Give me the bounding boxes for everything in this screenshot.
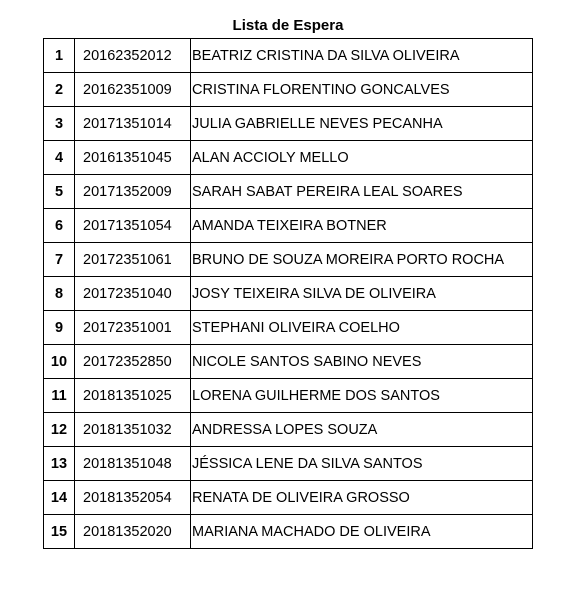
student-name: NICOLE SANTOS SABINO NEVES — [191, 345, 533, 379]
table-row — [44, 243, 533, 277]
row-number: 1 — [44, 39, 75, 73]
table-row — [44, 379, 533, 413]
page-title: Lista de Espera — [232, 17, 344, 34]
registration-id: 20181352020 — [75, 515, 191, 549]
registration-id: 20181351048 — [75, 447, 191, 481]
table-row — [44, 413, 533, 447]
row-number: 2 — [44, 73, 75, 107]
registration-id: 20181351025 — [75, 379, 191, 413]
row-number: 8 — [44, 277, 75, 311]
table-row — [44, 515, 533, 549]
registration-id: 20172352850 — [75, 345, 191, 379]
student-name: RENATA DE OLIVEIRA GROSSO — [191, 481, 533, 515]
student-name: AMANDA TEIXEIRA BOTNER — [191, 209, 533, 243]
row-number: 14 — [44, 481, 75, 515]
table-row — [44, 209, 533, 243]
row-number: 12 — [44, 413, 75, 447]
student-name: MARIANA MACHADO DE OLIVEIRA — [191, 515, 533, 549]
registration-id: 20171351014 — [75, 107, 191, 141]
student-name: JÉSSICA LENE DA SILVA SANTOS — [191, 447, 533, 481]
student-name: ANDRESSA LOPES SOUZA — [191, 413, 533, 447]
registration-id: 20161351045 — [75, 141, 191, 175]
registration-id: 20181351032 — [75, 413, 191, 447]
waiting-list-table — [43, 38, 533, 549]
row-number: 4 — [44, 141, 75, 175]
student-name: STEPHANI OLIVEIRA COELHO — [191, 311, 533, 345]
table-row — [44, 311, 533, 345]
student-name: JULIA GABRIELLE NEVES PECANHA — [191, 107, 533, 141]
row-number: 11 — [44, 379, 75, 413]
registration-id: 20172351040 — [75, 277, 191, 311]
table-row — [44, 447, 533, 481]
table-row — [44, 73, 533, 107]
student-name: SARAH SABAT PEREIRA LEAL SOARES — [191, 175, 533, 209]
row-number: 7 — [44, 243, 75, 277]
row-number: 13 — [44, 447, 75, 481]
student-name: ALAN ACCIOLY MELLO — [191, 141, 533, 175]
row-number: 15 — [44, 515, 75, 549]
row-number: 10 — [44, 345, 75, 379]
row-number: 6 — [44, 209, 75, 243]
student-name: BEATRIZ CRISTINA DA SILVA OLIVEIRA — [191, 39, 533, 73]
table-row — [44, 107, 533, 141]
table-row — [44, 277, 533, 311]
registration-id: 20172351001 — [75, 311, 191, 345]
row-number: 5 — [44, 175, 75, 209]
table-row — [44, 141, 533, 175]
row-number: 9 — [44, 311, 75, 345]
table-row — [44, 345, 533, 379]
registration-id: 20172351061 — [75, 243, 191, 277]
table-row — [44, 175, 533, 209]
registration-id: 20162352012 — [75, 39, 191, 73]
student-name: JOSY TEIXEIRA SILVA DE OLIVEIRA — [191, 277, 533, 311]
registration-id: 20171351054 — [75, 209, 191, 243]
registration-id: 20171352009 — [75, 175, 191, 209]
row-number: 3 — [44, 107, 75, 141]
registration-id: 20181352054 — [75, 481, 191, 515]
registration-id: 20162351009 — [75, 73, 191, 107]
table-row — [44, 39, 533, 73]
student-name: LORENA GUILHERME DOS SANTOS — [191, 379, 533, 413]
student-name: CRISTINA FLORENTINO GONCALVES — [191, 73, 533, 107]
table-row — [44, 481, 533, 515]
student-name: BRUNO DE SOUZA MOREIRA PORTO ROCHA — [191, 243, 533, 277]
